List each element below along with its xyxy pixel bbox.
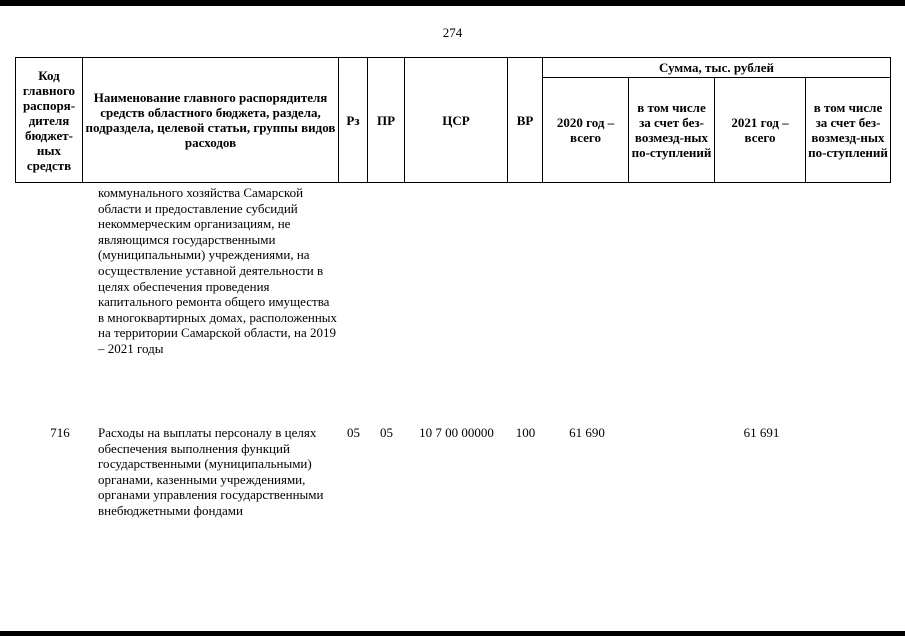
header-pr: ПР [368,58,405,183]
row-716-pr: 05 [380,425,393,440]
bottom-border [0,631,905,636]
header-2020-total: 2020 год – всего [543,78,629,183]
row-716-csr: 10 7 00 00000 [419,425,494,440]
top-border [0,0,905,6]
header-name: Наименование главного распорядителя средств областного бюджета, раздела, подраздела, целевой статьи, группы видов расходов [83,58,339,183]
header-2021-total: 2021 год – всего [715,78,806,183]
header-2020-free: в том числе за счет без-возмезд-ных по-ступлений [629,78,715,183]
header-sum: Сумма, тыс. рублей [543,58,891,78]
row-716-name: Расходы на выплаты персоналу в целях обеспечения выполнения функций государственными (муниципальными) органами, казенными учреждениями, органами управления государственными внебюджетными фондами [98,425,324,518]
page-number: 274 [442,25,463,40]
header-vr: ВР [508,58,543,183]
row-716-rz: 05 [347,425,360,440]
row-716-2021-total: 61 691 [743,425,780,440]
header-rz: Рз [339,58,368,183]
header-2021-free: в том числе за счет без-возмезд-ных по-ступлений [806,78,891,183]
table-header [15,57,891,183]
row-716-2020-total: 61 690 [569,425,605,440]
row-716-vr: 100 [515,425,536,440]
row-716-code: 716 [50,425,70,440]
header-csr: ЦСР [405,58,508,183]
row-continuation-name: коммунального хозяйства Самарской области и предоставление субсидий некоммерческим организациям, не являющимся государственными (муниципальными) учреждениями, на осуществление уставной деятельности в целях обеспечения проведения капитального ремонта общего имущества в многоквартирных домах, расположенных на территории Самарской области, на 2019 – 2021 годы [98,185,338,356]
header-code: Код главного распоря-дителя бюджет-ных средств [16,58,83,183]
